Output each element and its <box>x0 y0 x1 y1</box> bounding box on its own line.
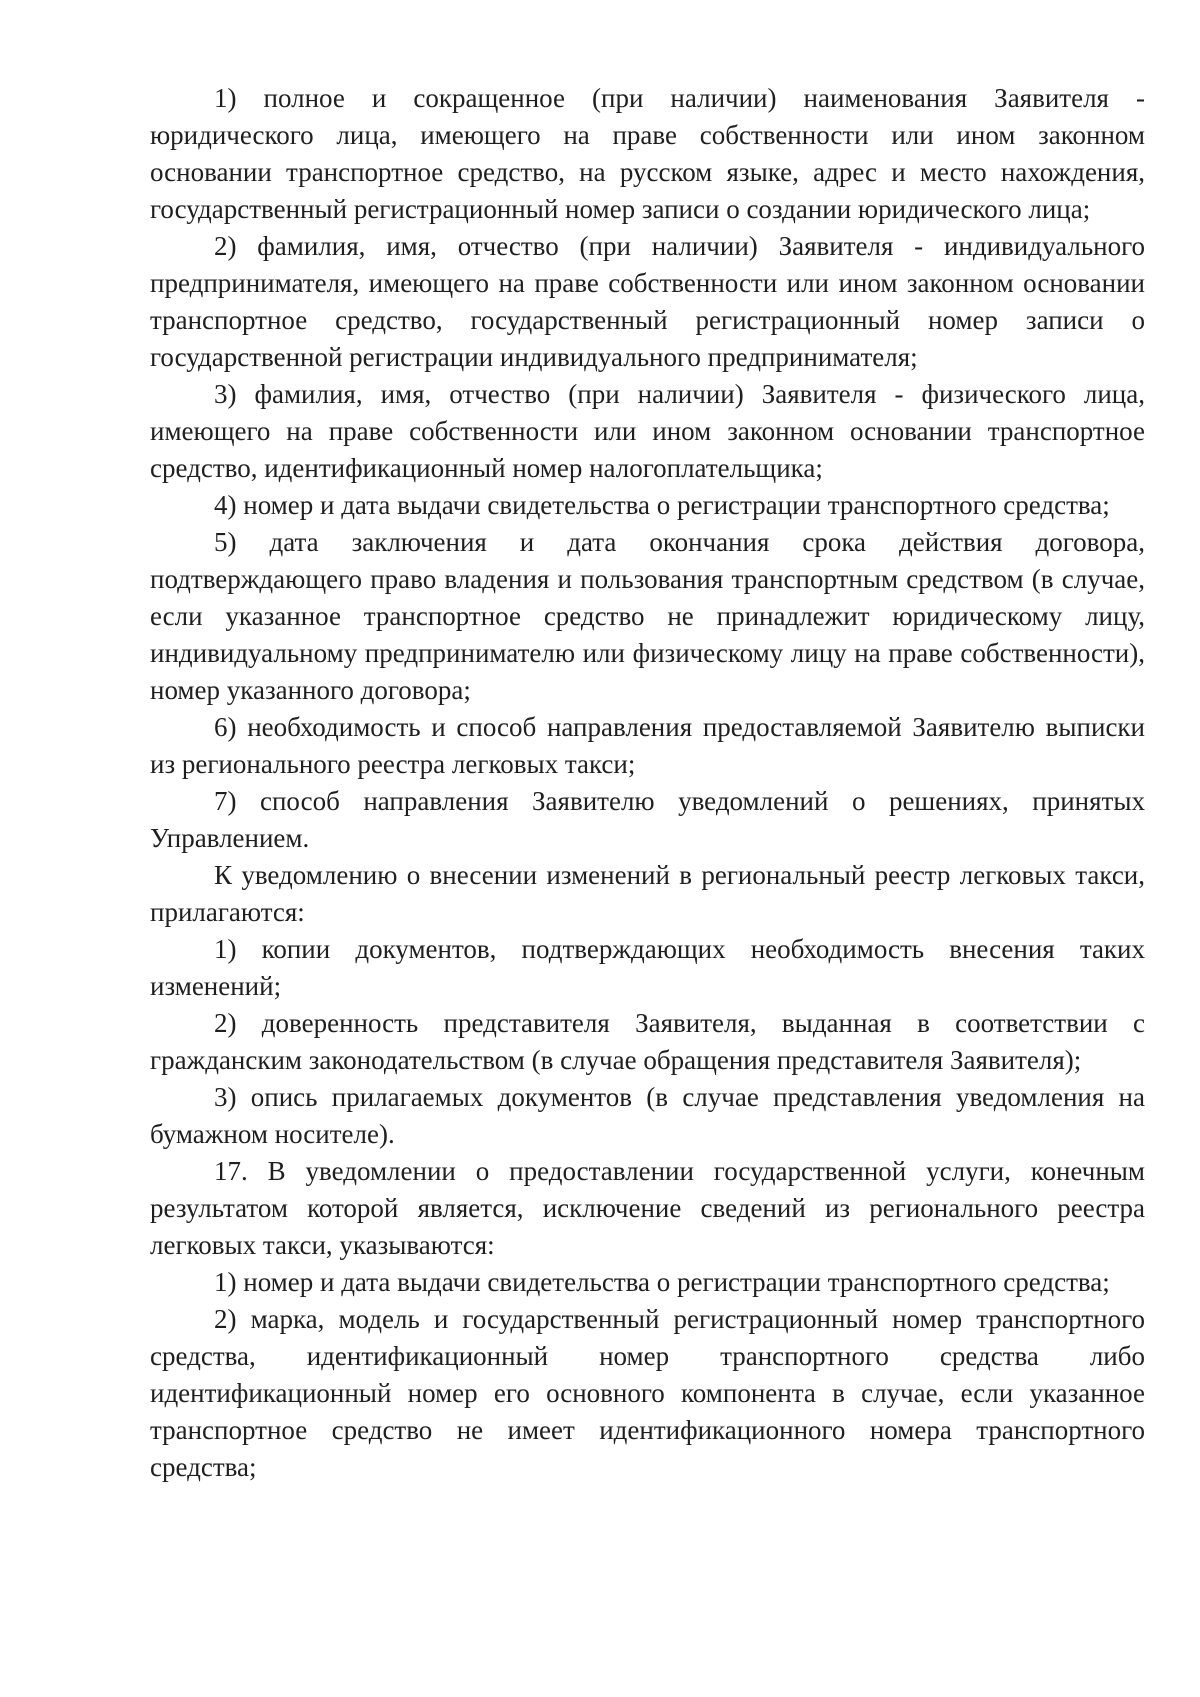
paragraph-item-3-individual: 3) фамилия, имя, отчество (при наличии) Заявителя - физического лица, имеющего на праве собственности или ином законном основании транспортное средство, идентификационный номер налогоплательщика; <box>150 379 1145 483</box>
paragraph-item-1-legal-entity: 1) полное и сокращенное (при наличии) наименования Заявителя - юридического лица, имеющего на праве собственности или ином законном основании транспортное средство, на русском языке, адрес и место нахождения, государственный регистрационный номер записи о создании юридического лица; <box>150 83 1145 224</box>
paragraph-item-4-registration-certificate: 4) номер и дата выдачи свидетельства о регистрации транспортного средства; <box>214 490 1110 520</box>
paragraph-attachments-intro: К уведомлению о внесении изменений в региональный реестр легковых такси, прилагаются: <box>150 860 1145 927</box>
paragraph-attachment-2-power-of-attorney: 2) доверенность представителя Заявителя, выданная в соответствии с гражданским законодательством (в случае обращения представителя Заявителя); <box>150 1008 1145 1075</box>
paragraph-attachment-1-copies: 1) копии документов, подтверждающих необходимость внесения таких изменений; <box>150 934 1145 1001</box>
paragraph-item-7-notification-method: 7) способ направления Заявителю уведомлений о решениях, принятых Управлением. <box>150 786 1145 853</box>
paragraph-section-17: 17. В уведомлении о предоставлении государственной услуги, конечным результатом которой является, исключение сведений из регионального реестра легковых такси, указываются: <box>150 1156 1145 1260</box>
paragraph-section-17-item-1: 1) номер и дата выдачи свидетельства о регистрации транспортного средства; <box>214 1267 1110 1297</box>
paragraph-item-6-extract-method: 6) необходимость и способ направления предоставляемой Заявителю выписки из регионального реестра легковых такси; <box>150 712 1145 779</box>
paragraph-section-17-item-2: 2) марка, модель и государственный регистрационный номер транспортного средства, идентификационный номер транспортного средства либо идентификационный номер его основного компонента в случае, если указанное транспортное средство не имеет идентификационного номера транспортного средства; <box>150 1304 1145 1482</box>
paragraph-item-5-contract-dates: 5) дата заключения и дата окончания срока действия договора, подтверждающего право владения и пользования транспортным средством (в случае, если указанное транспортное средство не принадлежит юридическому лицу, индивидуальному предпринимателю или физическому лицу на праве собственности), номер указанного договора; <box>150 527 1145 705</box>
paragraph-item-2-entrepreneur: 2) фамилия, имя, отчество (при наличии) Заявителя - индивидуального предпринимателя, имеющего на праве собственности или ином законном основании транспортное средство, государственный регистрационный номер записи о государственной регистрации индивидуального предпринимателя; <box>150 231 1145 372</box>
document-page <box>150 80 1145 1486</box>
paragraph-attachment-3-inventory: 3) опись прилагаемых документов (в случае представления уведомления на бумажном носителе). <box>150 1082 1145 1149</box>
